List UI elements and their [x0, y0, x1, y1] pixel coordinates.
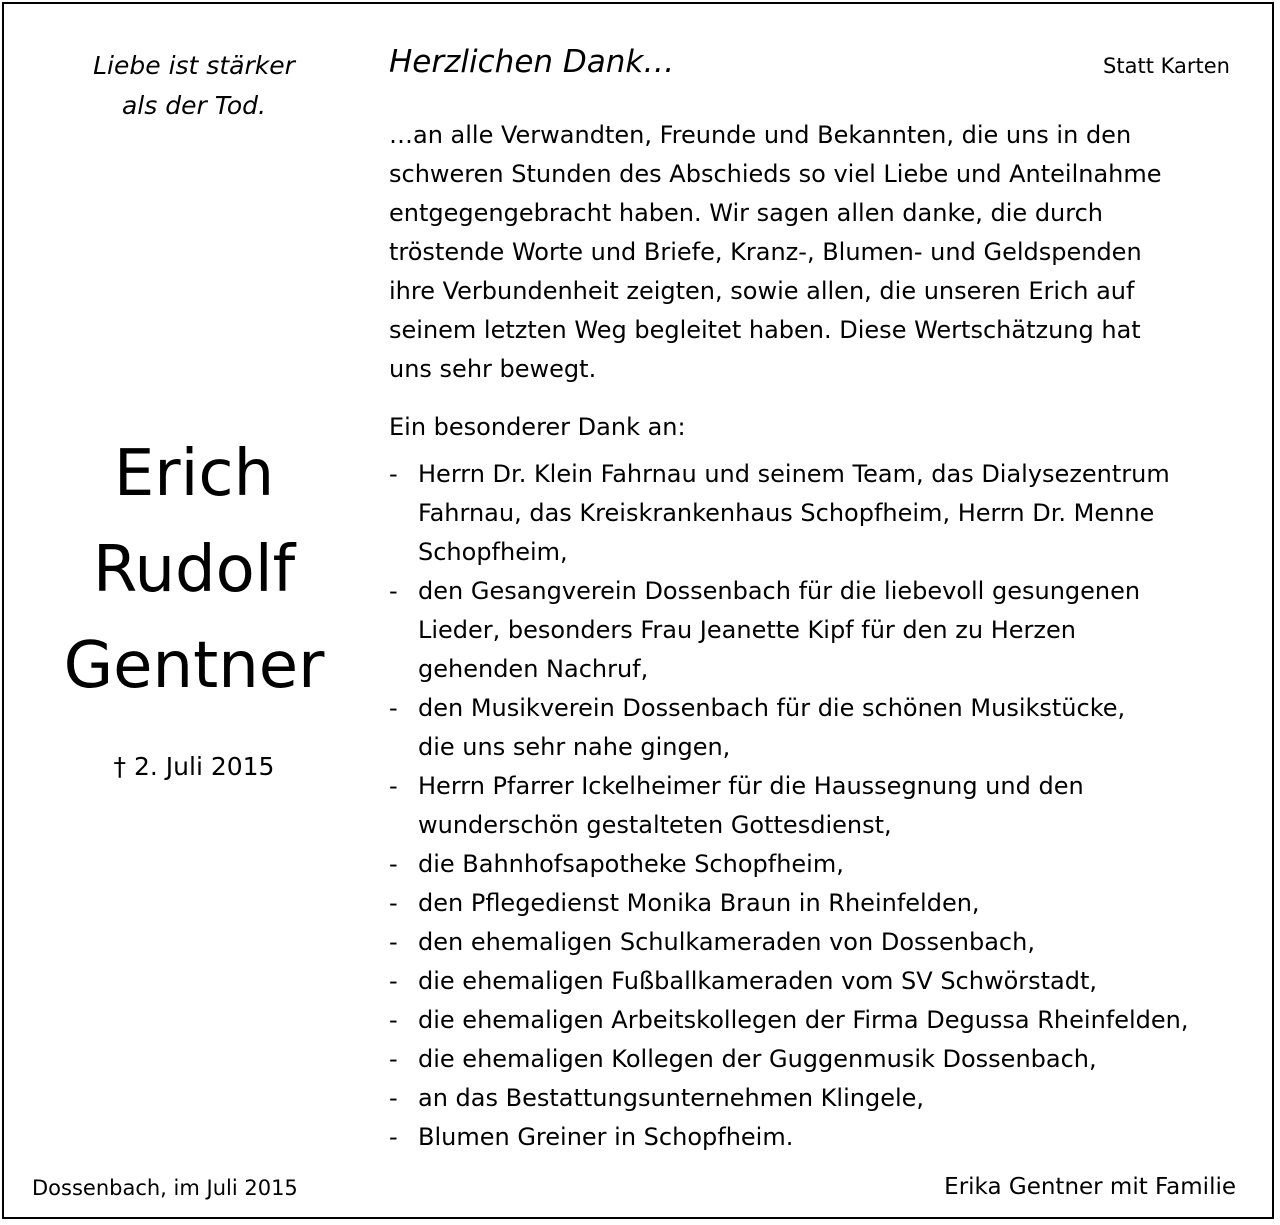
list-item-text: [418, 962, 1097, 1001]
list-item-text: [418, 767, 1084, 845]
list-item-line: den ehemaligen Schulkameraden von Dossenbach,: [418, 928, 1035, 956]
death-date: † 2. Juli 2015: [113, 752, 275, 781]
list-item: [389, 962, 1274, 1001]
list-item-text: [418, 1001, 1189, 1040]
deceased-name: [24, 426, 364, 714]
list-item-line: gehenden Nachruf,: [418, 655, 649, 683]
list-bullet: -: [389, 772, 398, 800]
list-item-line: die ehemaligen Arbeitskollegen der Firma Degussa Rheinfelden,: [418, 1006, 1189, 1034]
list-bullet: -: [389, 1123, 398, 1151]
thanks-intro: Ein besonderer Dank an:: [389, 413, 686, 441]
list-item-text: [418, 1079, 924, 1118]
paragraph-line: uns sehr bewegt.: [389, 355, 597, 383]
list-bullet: -: [389, 460, 398, 488]
list-item-line: Lieder, besonders Frau Jeanette Kipf für den zu Herzen: [418, 616, 1076, 644]
list-item: [389, 1040, 1274, 1079]
list-bullet: -: [389, 694, 398, 722]
list-item-text: [418, 923, 1035, 962]
paragraph-line: schweren Stunden des Abschieds so viel Liebe und Anteilnahme: [389, 160, 1162, 188]
first-name: Erich: [113, 437, 275, 511]
list-item: [389, 1001, 1274, 1040]
list-item-line: Blumen Greiner in Schopfheim.: [418, 1123, 794, 1151]
list-bullet: -: [389, 928, 398, 956]
list-item: [389, 1118, 1274, 1157]
list-item-line: den Gesangverein Dossenbach für die liebevoll gesungenen: [418, 577, 1141, 605]
paragraph-line: seinem letzten Weg begleitet haben. Diese Wertschätzung hat: [389, 316, 1141, 344]
list-item-text: [418, 455, 1170, 572]
list-item-text: [418, 845, 844, 884]
list-bullet: -: [389, 850, 398, 878]
list-bullet: -: [389, 967, 398, 995]
list-item-text: [418, 1118, 793, 1157]
list-bullet: -: [389, 577, 398, 605]
list-item: [389, 572, 1274, 689]
thanks-list: [389, 455, 1274, 1157]
last-name: Gentner: [63, 629, 325, 703]
list-item: [389, 923, 1274, 962]
motto-line: als der Tod.: [121, 91, 266, 120]
thanks-paragraph: [389, 116, 1269, 389]
statt-karten-note: Statt Karten: [1103, 54, 1230, 78]
list-item: [389, 1079, 1274, 1118]
list-item-line: die ehemaligen Fußballkameraden vom SV Schwörstadt,: [418, 967, 1098, 995]
motto: [44, 46, 344, 126]
list-item: [389, 884, 1274, 923]
list-item-line: die ehemaligen Kollegen der Guggenmusik Dossenbach,: [418, 1045, 1097, 1073]
list-bullet: -: [389, 1084, 398, 1112]
list-item-line: Herrn Dr. Klein Fahrnau und seinem Team, das Dialysezentrum: [418, 460, 1170, 488]
list-item-text: [418, 884, 980, 923]
list-item-line: an das Bestattungsunternehmen Klingele,: [418, 1084, 925, 1112]
list-item-line: Schopfheim,: [418, 538, 568, 566]
list-item-line: die Bahnhofsapotheke Schopfheim,: [418, 850, 844, 878]
list-item-text: [418, 689, 1125, 767]
list-item: [389, 767, 1274, 845]
list-item: [389, 845, 1274, 884]
motto-line: Liebe ist stärker: [93, 51, 295, 80]
list-item-text: [418, 1040, 1097, 1079]
paragraph-line: entgegengebracht haben. Wir sagen allen danke, die durch: [389, 199, 1104, 227]
paragraph-line: tröstende Worte und Briefe, Kranz-, Blumen- und Geldspenden: [389, 238, 1142, 266]
list-bullet: -: [389, 1006, 398, 1034]
obituary-card: [2, 2, 1274, 1219]
heading: Herzlichen Dank…: [389, 44, 675, 80]
list-item-line: Herrn Pfarrer Ickelheimer für die Haussegnung und den: [418, 772, 1084, 800]
list-item-line: wunderschön gestalteten Gottesdienst,: [418, 811, 892, 839]
place-date: Dossenbach, im Juli 2015: [32, 1176, 298, 1200]
list-bullet: -: [389, 1045, 398, 1073]
list-item: [389, 455, 1274, 572]
list-item-line: Fahrnau, das Kreiskrankenhaus Schopfheim, Herrn Dr. Menne: [418, 499, 1155, 527]
list-item-line: die uns sehr nahe gingen,: [418, 733, 731, 761]
list-bullet: -: [389, 889, 398, 917]
paragraph-line: ihre Verbundenheit zeigten, sowie allen, die unseren Erich auf: [389, 277, 1135, 305]
middle-name: Rudolf: [92, 533, 296, 607]
list-item: [389, 689, 1274, 767]
list-item-line: den Musikverein Dossenbach für die schönen Musikstücke,: [418, 694, 1126, 722]
paragraph-line: …an alle Verwandten, Freunde und Bekannten, die uns in den: [389, 121, 1132, 149]
list-item-line: den Pflegedienst Monika Braun in Rheinfelden,: [418, 889, 980, 917]
list-item-text: [418, 572, 1140, 689]
signature: Erika Gentner mit Familie: [944, 1174, 1236, 1200]
